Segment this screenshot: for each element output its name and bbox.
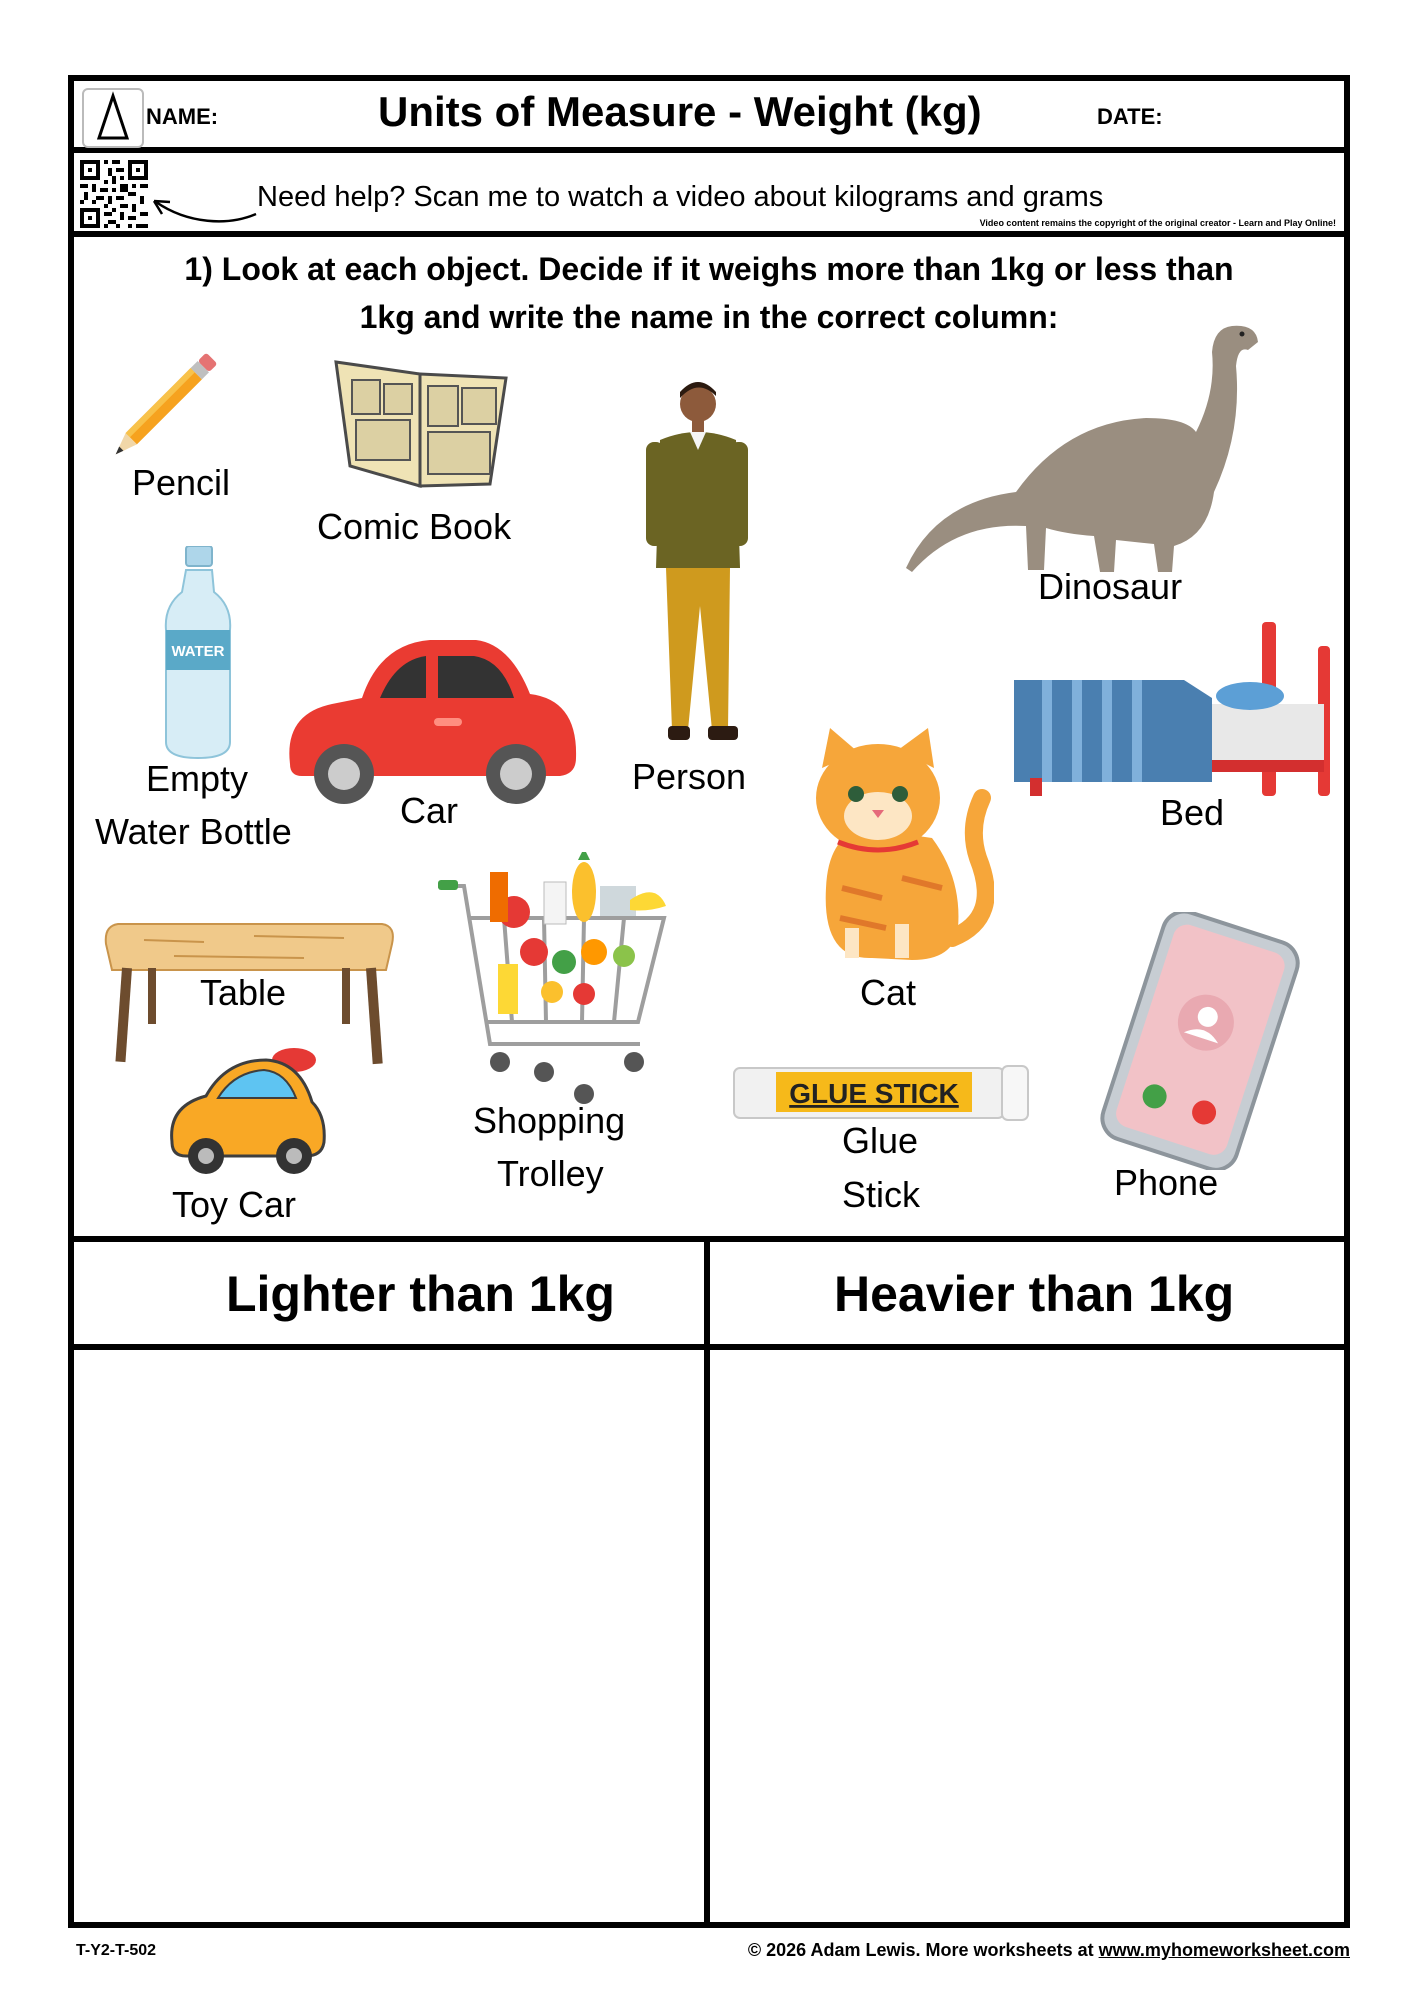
toy-car-icon <box>166 1046 328 1183</box>
footer-copyright-text: © 2026 Adam Lewis. More worksheets at <box>747 1940 1099 1960</box>
lighter-answer-area[interactable] <box>80 1356 700 1922</box>
label-toy-car: Toy Car <box>172 1184 297 1225</box>
date-label: DATE: <box>1097 104 1163 129</box>
label-dinosaur: Dinosaur <box>1038 566 1183 607</box>
footer-copyright <box>748 1940 1350 1961</box>
glue-stick-label-text: GLUE STICK <box>789 1078 959 1109</box>
label-cat: Cat <box>860 972 917 1013</box>
bed-icon <box>1014 622 1332 801</box>
label-person: Person <box>632 756 747 797</box>
footer-link[interactable]: www.myhomeworksheet.com <box>1098 1940 1350 1960</box>
label-empty: Empty <box>146 758 249 799</box>
label-bed: Bed <box>1160 792 1225 833</box>
column-divider <box>704 1236 710 1928</box>
label-phone: Phone <box>1114 1162 1219 1203</box>
label-stick: Stick <box>842 1174 921 1215</box>
qr-code[interactable] <box>80 160 148 233</box>
help-text: Need help? Scan me to watch a video about kilograms and grams <box>257 181 1104 213</box>
phone-icon <box>1090 912 1312 1175</box>
glue-stick-icon <box>730 1062 1032 1129</box>
logo <box>82 88 144 148</box>
heavier-answer-area[interactable] <box>716 1356 1342 1922</box>
label-trolley: Trolley <box>497 1153 604 1194</box>
label-car: Car <box>400 790 459 831</box>
label-water-bottle: Water Bottle <box>95 811 292 852</box>
person-icon <box>632 378 762 755</box>
shopping-trolley-icon <box>434 852 682 1115</box>
name-label: NAME: <box>146 104 219 129</box>
date-field[interactable] <box>1180 98 1340 134</box>
bottle-label-text: WATER <box>171 643 225 660</box>
video-copyright-note: Video content remains the copyright of the original creator - Learn and Play Online! <box>979 218 1336 228</box>
car-icon <box>280 634 582 815</box>
label-pencil: Pencil <box>132 462 231 503</box>
water-bottle-icon <box>160 546 236 767</box>
label-comic-book: Comic Book <box>317 506 512 547</box>
pencil-icon <box>100 338 236 471</box>
label-shopping: Shopping <box>473 1100 626 1141</box>
arrow-icon <box>148 190 260 235</box>
column-header-lighter: Lighter than 1kg <box>226 1266 615 1322</box>
label-table: Table <box>200 972 287 1013</box>
page-title: Units of Measure - Weight (kg) <box>378 88 982 135</box>
instruction-line-1: 1) Look at each object. Decide if it weighs more than 1kg or less than <box>184 251 1234 287</box>
worksheet-code: T-Y2-T-502 <box>76 1942 157 1959</box>
comic-book-icon <box>330 350 514 495</box>
label-glue: Glue <box>842 1120 919 1161</box>
divider <box>68 231 1350 237</box>
instruction-line-2: 1kg and write the name in the correct column: <box>359 299 1059 335</box>
dinosaur-icon <box>896 322 1286 589</box>
cat-icon <box>782 728 994 973</box>
divider <box>68 147 1350 153</box>
column-header-heavier: Heavier than 1kg <box>834 1266 1235 1322</box>
